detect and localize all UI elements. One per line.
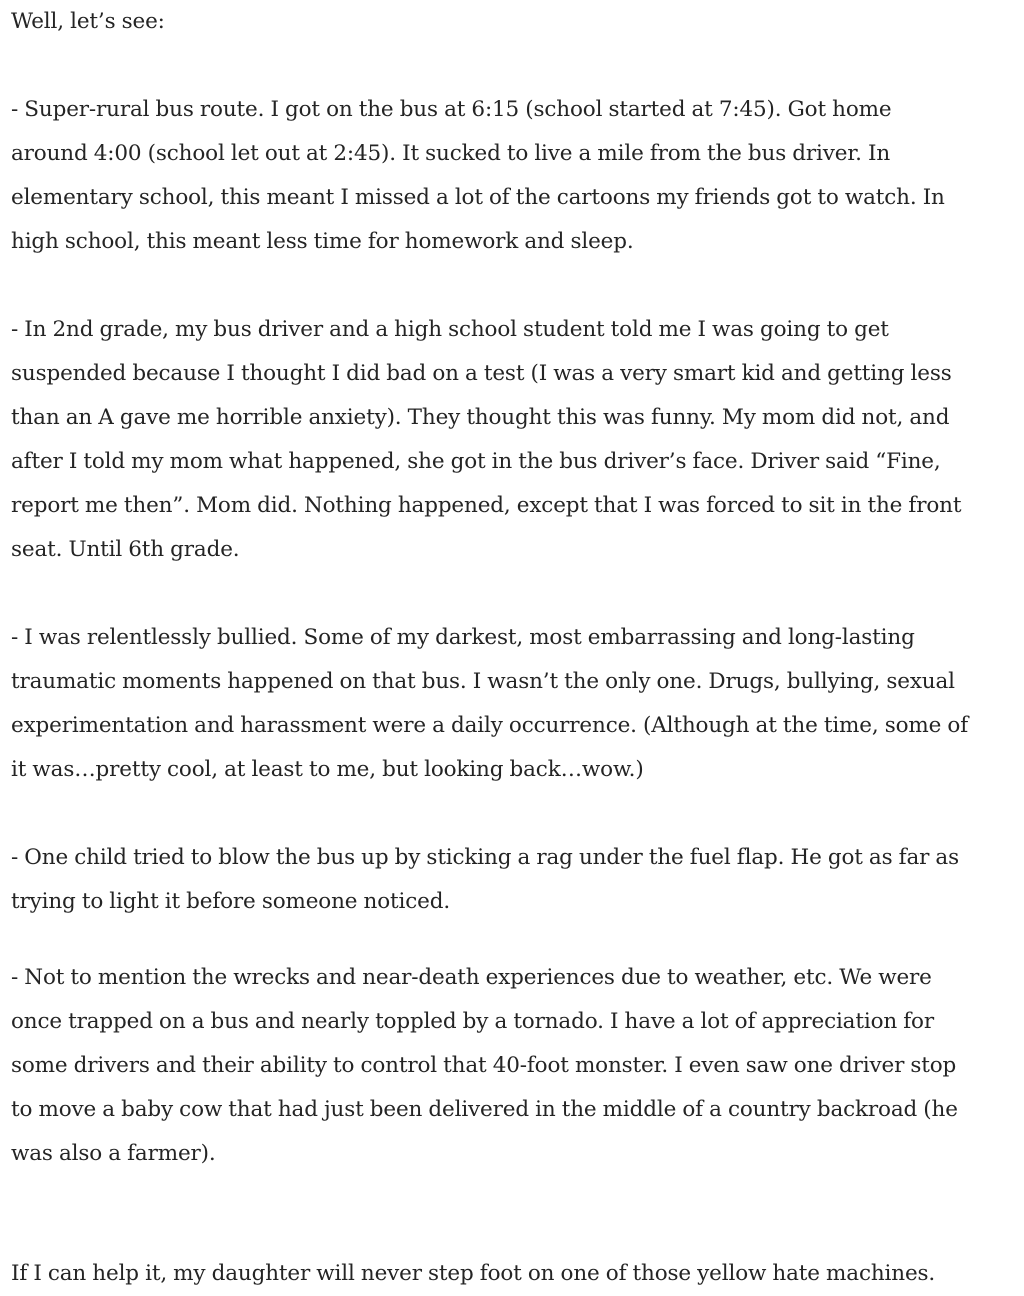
text-line: once trapped on a bus and nearly toppled by a tornado. I have a lot of appreciation for [11, 1009, 934, 1034]
paragraph-fuel-flap [11, 836, 1024, 924]
blank-line [11, 792, 1024, 836]
text-line: - Not to mention the wrecks and near-death experiences due to weather, etc. We were [11, 965, 932, 990]
text-line: high school, this meant less time for homework and sleep. [11, 229, 634, 254]
text-line: was also a farmer). [11, 1141, 216, 1166]
paragraph-gap [11, 1220, 1024, 1252]
text-line: - I was relentlessly bullied. Some of my darkest, most embarrassing and long-lasting [11, 625, 915, 650]
text-line: experimentation and harassment were a daily occurrence. (Although at the time, some of [11, 713, 968, 738]
text-line: after I told my mom what happened, she got in the bus driver’s face. Driver said “Fine, [11, 449, 941, 474]
text-line: some drivers and their ability to control that 40-foot monster. I even saw one driver stop [11, 1053, 957, 1078]
text-line: suspended because I thought I did bad on a test (I was a very smart kid and getting less [11, 361, 952, 386]
text-line: around 4:00 (school let out at 2:45). It sucked to live a mile from the bus driver. In [11, 141, 891, 166]
blank-line [11, 1176, 1024, 1220]
paragraph-second-grade [11, 308, 1024, 572]
intro-line: Well, let’s see: [11, 9, 165, 34]
text-line: to move a baby cow that had just been delivered in the middle of a country backroad (he [11, 1097, 958, 1122]
text-line: traumatic moments happened on that bus. I wasn’t the only one. Drugs, bullying, sexual [11, 669, 955, 694]
text-line: - One child tried to blow the bus up by sticking a rag under the fuel flap. He got as far as [11, 845, 959, 870]
closing-line: If I can help it, my daughter will never step foot on one of those yellow hate machines. [11, 1261, 936, 1286]
paragraph-wrecks [11, 956, 1024, 1176]
text-line: trying to light it before someone noticed. [11, 889, 451, 914]
paragraph-bullied [11, 616, 1024, 792]
text-line: - In 2nd grade, my bus driver and a high school student told me I was going to get [11, 317, 889, 342]
blank-line [11, 572, 1024, 616]
text-line: elementary school, this meant I missed a lot of the cartoons my friends got to watch. In [11, 185, 945, 210]
text-line: than an A gave me horrible anxiety). They thought this was funny. My mom did not, and [11, 405, 950, 430]
text-line: report me then”. Mom did. Nothing happened, except that I was forced to sit in the front [11, 493, 962, 518]
blank-line [11, 264, 1024, 308]
text-line: - Super-rural bus route. I got on the bus at 6:15 (school started at 7:45). Got home [11, 97, 892, 122]
paragraph-gap [11, 924, 1024, 956]
paragraph-bus-route [11, 88, 1024, 264]
text-line: seat. Until 6th grade. [11, 537, 240, 562]
text-line: it was…pretty cool, at least to me, but looking back…wow.) [11, 757, 644, 782]
blank-line [11, 44, 1024, 88]
